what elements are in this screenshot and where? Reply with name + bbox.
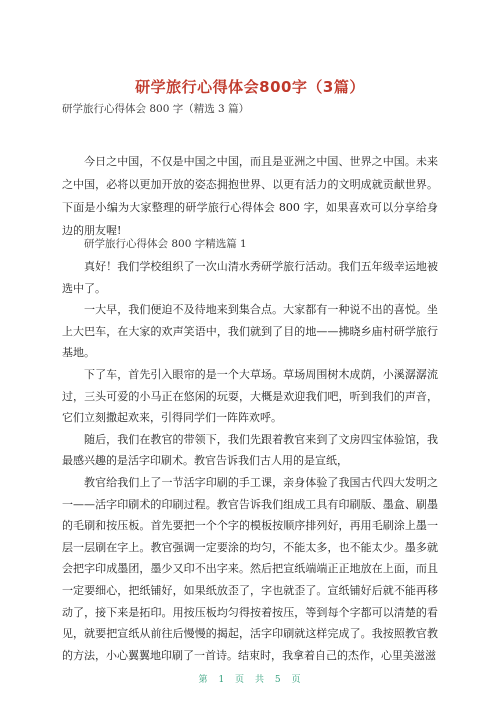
body-paragraph: 随后，我们在教官的带领下，我们先跟着教官来到了文房四宝体验馆，我最感兴趣的是活字印刷术。教官告诉我们古人用的是宣纸， (62, 432, 438, 468)
intro-paragraph: 今日之中国，不仅是中国之中国，而且是亚洲之中国、世界之中国。未来之中国，必将以更加开放的姿态拥抱世界、以更有活力的文明成就贡献世界。下面是小编为大家整理的研学旅行心得体会 800 字，如果喜欢可以分享给身边的朋友喔! (62, 155, 438, 237)
body-paragraph: 教官给我们上了一节活字印刷的手工课，亲身体验了我国古代四大发明之一——活字印刷术的印刷过程。教官告诉我们组成工具有印刷版、墨盒、刷墨的毛刷和按压板。首先要把一个个字的模板按顺序排列好，再用毛刷涂上墨一层一层刷在字上。教官强调一定要涂的均匀，不能太多，也不能太少。墨多就会把字印成墨团，墨少又印不出字来。然后把宣纸端端正正地放在上面，而且一定要细心，把纸铺好，如果纸放歪了，字也就歪了。宣纸铺好后就不能再移动了，接下来是拓印。用按压板均匀得按着按压，等到每个字都可以清楚的看见，就要把宣纸从前往后慢慢的揭起，活字印刷就这样完成了。我按照教官教的方法，小心翼翼地印刷了一首诗。结束时，我拿着自己的杰作，心里美滋滋 (62, 475, 438, 662)
body-paragraph: 下了车，首先引入眼帘的是一个大草场。草场周围树木成荫，小溪潺潺流过，三头可爱的小马正在悠闲的玩耍，大概是欢迎我们吧，听到我们的声音，它们立刻撒起欢来，引得同学们一阵阵欢呼。 (62, 367, 438, 425)
document-body (62, 256, 438, 666)
footer-total-unit: 页 (291, 675, 302, 685)
document-title: 研学旅行心得体会800字（3篇） (135, 78, 365, 96)
footer-page-number: 1 (218, 675, 226, 685)
document-subtitle: 研学旅行心得体会 800 字（精选 3 篇） (62, 103, 250, 115)
section-title: 研学旅行心得体会 800 字精选篇 1 (84, 238, 247, 250)
footer-total-pages: 5 (274, 675, 282, 685)
page-footer (0, 672, 500, 685)
body-paragraph: 真好！我们学校组织了一次山清水秀研学旅行活动。我们五年级幸运地被选中了。 (62, 260, 438, 295)
body-paragraph: 一大早，我们便迫不及待地来到集合点。大家都有一种说不出的喜悦。坐上大巴车，在大家的欢声笑语中，我们就到了目的地——拂晓乡庙村研学旅行基地。 (62, 303, 438, 360)
footer-total-label: 共 (254, 675, 265, 685)
footer-page-unit: 页 (235, 675, 246, 685)
footer-page-label: 第 (198, 675, 209, 685)
